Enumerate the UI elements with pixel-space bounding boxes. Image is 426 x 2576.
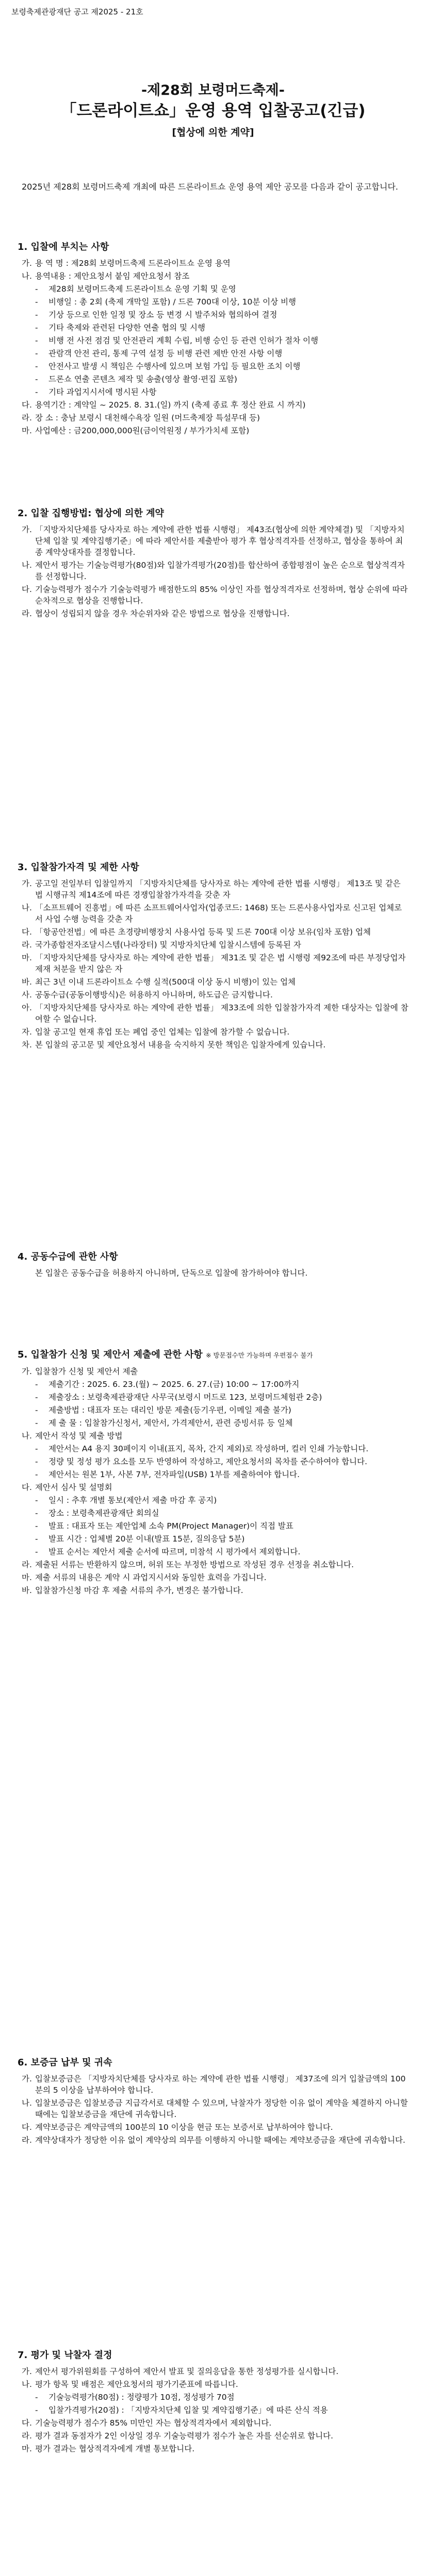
- list-item-text: 비행일 : 총 2회 (축제 개막일 포함) / 드론 700대 이상, 10분 이상 비행: [48, 297, 297, 307]
- list-item-text: 발표 시간 : 업체별 20분 이내(발표 15분, 질의응답 5분): [48, 1534, 245, 1544]
- section-heading: [18, 861, 409, 874]
- list-item: [35, 1546, 409, 1557]
- list-item: [22, 399, 409, 411]
- list-item-text: 발표 순서는 제안서 제출 순서에 따르며, 미참석 시 평가에서 제외합니다.: [48, 1547, 301, 1556]
- list-item-text: 사업예산 : 금200,000,000원(금이억원정 / 부가가치세 포함): [35, 426, 250, 435]
- section-heading-text: 3. 입찰참가자격 및 제한 사항: [18, 862, 139, 873]
- list-item: [22, 976, 409, 988]
- list-item-text: 제출장소 : 보령축제관광재단 사무국(보령시 머드로 123, 보령머드체험관 2층): [48, 1393, 322, 1402]
- list-item: [35, 309, 409, 320]
- section-heading: [18, 241, 409, 253]
- section-heading: [18, 1349, 409, 1362]
- list-item: [22, 2122, 409, 2133]
- list-item-text: 입찰가격평가(20점) : 「지방자치단체 입찰 및 계약집행기준」에 따른 산식 적용: [48, 2405, 328, 2415]
- list-item-text: 기술능력평가 점수가 85% 미만인 자는 협상적격자에서 제외합니다.: [35, 2418, 272, 2428]
- list-item: [35, 296, 409, 308]
- list-marker: 나.: [22, 903, 32, 912]
- list-item-text: 공고일 전일부터 입찰일까지 「지방자치단체를 당사자로 하는 계약에 관한 법률 시행령」 제13조 및 같은 법 시행규칙 제14조에 따른 경쟁입찰참가자격을 갖춘 자: [35, 879, 401, 900]
- list-item-text: 본 입찰은 공동수급을 허용하지 아니하며, 단독으로 입찰에 참가하여야 합니다.: [35, 1268, 308, 1278]
- list-item: [22, 2443, 409, 2454]
- list-item: [22, 2417, 409, 2429]
- list-item: [22, 926, 409, 938]
- list-item-text: 제출기간 : 2025. 6. 23.(월) ~ 2025. 6. 27.(금) 10:00 ~ 17:00까지: [48, 1380, 300, 1389]
- section-4: [18, 1251, 409, 1280]
- section-6: [18, 2057, 409, 2147]
- list-item: [22, 989, 409, 1001]
- list-item-text: 입찰 공고일 현재 휴업 또는 폐업 중인 업체는 입찰에 참가할 수 없습니다.: [35, 1027, 290, 1037]
- list-marker: 가.: [22, 2074, 32, 2083]
- list-marker: 다.: [22, 585, 32, 594]
- list-item-text: 「소프트웨어 진흥법」에 따른 소프트웨어사업자(업종코드: 1468) 또는 드론사용사업자로 신고된 업체로서 사업 수행 능력을 갖춘 자: [35, 903, 402, 924]
- section-note: ※ 방문접수만 가능하며 우편접수 불가: [206, 1351, 313, 1359]
- list-marker: 마.: [22, 426, 32, 435]
- list-item: [35, 335, 409, 346]
- list-item-text: 발표 : 대표자 또는 제안업체 소속 PM(Project Manager)이 직접 발표: [48, 1521, 293, 1531]
- list-item: [22, 1559, 409, 1570]
- list-marker: 나.: [22, 272, 32, 281]
- list-marker: -: [35, 2393, 38, 2402]
- title-line-1: -제28회 보령머드축제-: [141, 82, 285, 98]
- list-item-text: 드론쇼 연출 콘텐츠 제작 및 송출(영상 촬영·편집 포함): [48, 375, 237, 384]
- list-marker: -: [35, 362, 38, 371]
- list-item-text: 국가종합전자조달시스템(나라장터) 및 지방자치단체 입찰시스템에 등록된 자: [35, 940, 301, 950]
- list-item-text: 관람객 안전 관리, 통제 구역 설정 등 비행 관련 제반 안전 사항 이행: [48, 349, 283, 358]
- list-item: [35, 2392, 409, 2403]
- list-item-text: 입찰보증금은 「지방자치단체를 당사자로 하는 계약에 관한 법률 시행령」 제37조에 의거 입찰금액의 100분의 5 이상을 납부하여야 합니다.: [35, 2074, 406, 2095]
- list-item: [22, 270, 409, 282]
- list-item-text: 제안서 작성 및 제출 방법: [35, 1431, 123, 1440]
- list-marker: 라.: [22, 2136, 32, 2145]
- list-marker: -: [35, 336, 38, 345]
- list-marker: 나.: [22, 2380, 32, 2389]
- list-item-text: 평가 결과 동점자가 2인 이상일 경우 기술능력평가 점수가 높은 자를 선순위로 합니다.: [35, 2431, 334, 2441]
- list-marker: 라.: [22, 2431, 32, 2441]
- list-marker: 다.: [22, 2418, 32, 2428]
- list-item: [35, 2404, 409, 2416]
- list-item: [22, 258, 409, 269]
- list-marker: -: [35, 1509, 38, 1518]
- list-item: [22, 608, 409, 619]
- list-item: [35, 1417, 409, 1429]
- section-heading-text: 1. 입찰에 부치는 사항: [18, 242, 109, 252]
- list-marker: 다.: [22, 2123, 32, 2132]
- list-marker: -: [35, 1457, 38, 1466]
- list-item-text: 입찰보증금은 입찰보증금 지급각서로 대체할 수 있으며, 낙찰자가 정당한 이유 없이 계약을 체결하지 아니할 때에는 입찰보증금을 재단에 귀속합니다.: [35, 2098, 408, 2119]
- list-item-text: 비행 전 사전 점검 및 안전관리 계획 수립, 비행 승인 등 관련 인허가 절차 이행: [48, 336, 319, 345]
- list-marker: 라.: [22, 1560, 32, 1569]
- list-item-text: 기타 축제와 관련된 다양한 연출 협의 및 시행: [48, 323, 206, 332]
- section-heading: [18, 507, 409, 520]
- list-item-text: 기술능력평가 점수가 기술능력평가 배점한도의 85% 이상인 자를 협상적격자로 선정하며, 협상 순위에 따라 순차적으로 협상을 진행합니다.: [35, 585, 408, 605]
- list-marker: 라.: [22, 413, 32, 422]
- list-item: [22, 1039, 409, 1050]
- list-item-text: 제안서 심사 및 설명회: [35, 1483, 112, 1492]
- title-line-2: 「드론라이트쇼」운영 용역 입찰공고(긴급): [60, 101, 366, 120]
- list-item: [22, 2097, 409, 2120]
- list-item: [22, 1267, 409, 1279]
- list-item-text: 용 역 명 : 제28회 보령머드축제 드론라이트쇼 운영 용역: [35, 259, 231, 268]
- list-marker: -: [35, 284, 38, 294]
- list-item-text: 협상이 성립되지 않을 경우 차순위자와 같은 방법으로 협상을 진행합니다.: [35, 609, 290, 618]
- list-item: [22, 2073, 409, 2096]
- list-marker: -: [35, 2405, 38, 2415]
- list-item-text: 계약상대자가 정당한 이유 없이 계약상의 의무를 이행하지 아니할 때에는 계약보증금을 재단에 귀속합니다.: [35, 2136, 405, 2145]
- list-marker: 마.: [22, 2444, 32, 2453]
- list-item-text: 기술능력평가(80점) : 정량평가 10점, 정성평가 70점: [48, 2393, 235, 2402]
- list-marker: 나.: [22, 561, 32, 570]
- list-item-text: 기상 등으로 인한 일정 및 장소 등 변경 시 발주처와 협의하여 결정: [48, 310, 277, 319]
- list-item-text: 본 입찰의 공고문 및 제안요청서 내용을 숙지하지 못한 책임은 입찰자에게 있습니다.: [35, 1040, 326, 1049]
- list-item: [22, 425, 409, 436]
- list-marker: 아.: [22, 1003, 32, 1012]
- list-marker: -: [35, 1393, 38, 1402]
- list-item-text: 장소 : 보령축제관광재단 회의실: [48, 1509, 159, 1518]
- list-marker: -: [35, 1547, 38, 1556]
- list-item-text: 제출된 서류는 반환하지 않으며, 허위 또는 부정한 방법으로 작성된 경우 선정을 취소합니다.: [35, 1560, 354, 1569]
- list-item: [35, 1443, 409, 1454]
- list-item: [35, 283, 409, 295]
- list-item: [35, 1507, 409, 1519]
- list-marker: -: [35, 1534, 38, 1544]
- list-item: [22, 2134, 409, 2146]
- list-item-text: 용역내용 : 제안요청서 붙임 제안요청서 참조: [35, 272, 190, 281]
- list-marker: 나.: [22, 1431, 32, 1440]
- section-heading-text: 2. 입찰 집행방법: 협상에 의한 계약: [18, 508, 164, 519]
- list-item: [22, 1366, 409, 1377]
- list-item: [22, 1572, 409, 1583]
- list-item-text: 공동수급(공동이행방식)은 허용하지 아니하며, 하도급은 금지합니다.: [35, 990, 273, 999]
- section-3: [18, 861, 409, 1052]
- list-marker: 차.: [22, 1040, 32, 1049]
- list-item: [35, 1379, 409, 1390]
- section-1: [18, 241, 409, 438]
- list-item: [35, 1469, 409, 1480]
- list-item: [22, 412, 409, 423]
- list-marker: 마.: [22, 953, 32, 962]
- list-item-text: 평가 결과는 협상적격자에게 개별 통보합니다.: [35, 2444, 195, 2453]
- list-item: [22, 939, 409, 951]
- list-marker: -: [35, 1405, 38, 1415]
- list-marker: -: [35, 1380, 38, 1389]
- title-block: [0, 81, 426, 139]
- list-item: [35, 1404, 409, 1416]
- list-marker: 가.: [22, 879, 32, 888]
- list-item: [35, 1392, 409, 1403]
- list-item: [22, 1585, 409, 1596]
- list-marker: -: [35, 310, 38, 319]
- list-item: [35, 1456, 409, 1467]
- section-heading-text: 4. 공동수급에 관한 사항: [18, 1251, 118, 1262]
- list-item-text: 제출 서류의 내용은 계약 시 과업지시서와 동일한 효력을 가집니다.: [35, 1573, 267, 1582]
- list-item: [35, 1533, 409, 1545]
- list-item-text: 정량 및 정성 평가 요소를 모두 반영하여 작성하고, 제안요청서의 목차를 준수하여야 합니다.: [48, 1457, 368, 1466]
- section-5: [18, 1349, 409, 1598]
- list-marker: -: [35, 375, 38, 384]
- section-heading: [18, 2349, 409, 2362]
- list-item-text: 제안서 평가위원회를 구성하여 제안서 발표 및 질의응답을 통한 정성평가를 실시합니다.: [35, 2367, 339, 2376]
- list-item: [22, 2430, 409, 2442]
- list-marker: 나.: [22, 2098, 32, 2108]
- list-item: [22, 1002, 409, 1025]
- list-item-text: 계약보증금은 계약금액의 100분의 10 이상을 현금 또는 보증서로 납부하여야 합니다.: [35, 2123, 333, 2132]
- list-item: [22, 2379, 409, 2390]
- list-marker: -: [35, 1521, 38, 1531]
- list-marker: -: [35, 1418, 38, 1428]
- list-item-text: 「지방자치단체를 당사자로 하는 계약에 관한 법률 시행령」 제43조(협상에 의한 계약체결) 및 「지방자치단체 입찰 및 계약집행기준」에 따라 제안서를 제출받아 평가 후 협상적격자를 선정하고, 협상을 통하여 최종 계약상대자를 결정합니다.: [35, 525, 405, 557]
- list-marker: -: [35, 1444, 38, 1453]
- notice-number: 보령축제관광재단 공고 제2025 - 21호: [11, 7, 143, 16]
- list-item: [35, 374, 409, 385]
- list-item: [22, 878, 409, 901]
- list-item-text: 일시 : 추후 개별 통보(제안서 제출 마감 후 공지): [48, 1496, 217, 1505]
- list-item-text: 장 소 : 충남 보령시 대천해수욕장 일원 (머드축제장 특설무대 등): [35, 413, 260, 422]
- list-marker: 사.: [22, 990, 32, 999]
- list-marker: -: [35, 1470, 38, 1479]
- list-item-text: 제출방법 : 대표자 또는 대리인 방문 제출(등기우편, 이메일 제출 불가): [48, 1405, 291, 1415]
- list-marker: 바.: [22, 1586, 32, 1595]
- list-item: [22, 584, 409, 606]
- list-marker: -: [35, 1496, 38, 1505]
- list-item-text: 입찰참가신청 마감 후 제출 서류의 추가, 변경은 불가합니다.: [35, 1586, 243, 1595]
- list-marker: 라.: [22, 940, 32, 950]
- contract-type-subtitle: [협상에 의한 계약]: [172, 127, 254, 138]
- list-item-text: 제 출 물 : 입찰참가신청서, 제안서, 가격제안서, 관련 증빙서류 등 일체: [48, 1418, 293, 1428]
- list-item-text: 제안서 평가는 기술능력평가(80점)와 입찰가격평가(20점)를 합산하여 종합평점이 높은 순으로 협상적격자를 선정합니다.: [35, 561, 405, 581]
- list-marker: 가.: [22, 259, 32, 268]
- section-7: [18, 2349, 409, 2456]
- list-marker: 다.: [22, 400, 32, 410]
- list-marker: -: [35, 297, 38, 307]
- list-item: [22, 952, 409, 975]
- list-marker: 마.: [22, 1573, 32, 1582]
- list-marker: 바.: [22, 977, 32, 987]
- list-item: [35, 1495, 409, 1506]
- list-item-text: 기타 과업지시서에 명시된 사항: [48, 387, 157, 397]
- intro-paragraph: 2025년 제28회 보령머드축제 개최에 따른 드론라이트쇼 운영 용역 제안 공모를 다음과 같이 공고합니다.: [22, 182, 398, 192]
- list-item-text: 제28회 보령머드축제 드론라이트쇼 운영 기획 및 운영: [48, 284, 236, 294]
- list-item: [22, 1430, 409, 1442]
- list-item-text: 용역기간 : 계약일 ~ 2025. 8. 31.(일) 까지 (축제 종료 후 정산 완료 시 까지): [35, 400, 306, 410]
- list-marker: 라.: [22, 609, 32, 618]
- list-marker: 다.: [22, 927, 32, 937]
- list-item: [22, 2366, 409, 2377]
- list-item-text: 안전사고 발생 시 책임은 수행사에 있으며 보험 가입 등 필요한 조치 이행: [48, 362, 301, 371]
- list-marker: -: [35, 323, 38, 332]
- list-item-text: 제안서는 원본 1부, 사본 7부, 전자파일(USB) 1부를 제출하여야 합니다.: [48, 1470, 300, 1479]
- list-marker: 가.: [22, 1367, 32, 1376]
- list-item: [22, 560, 409, 582]
- section-heading-text: 6. 보증금 납부 및 귀속: [18, 2057, 112, 2068]
- list-item: [35, 1520, 409, 1532]
- list-item: [35, 361, 409, 372]
- list-item: [35, 386, 409, 398]
- list-item-text: 제안서는 A4 용지 30페이지 이내(표지, 목차, 간지 제외)로 작성하며, 컬러 인쇄 가능합니다.: [48, 1444, 369, 1453]
- list-item-text: 최근 3년 이내 드론라이트쇼 수행 실적(500대 이상 동시 비행)이 있는 업체: [35, 977, 296, 987]
- section-2: [18, 507, 409, 621]
- list-item-text: 「지방자치단체를 당사자로 하는 계약에 관한 법률」 제31조 및 같은 법 시행령 제92조에 따른 부정당업자 제재 처분을 받지 않은 자: [35, 953, 406, 974]
- list-item: [22, 524, 409, 558]
- section-heading-text: 5. 입찰참가 신청 및 제안서 제출에 관한 사항: [18, 1349, 203, 1360]
- list-marker: -: [35, 349, 38, 358]
- list-marker: -: [35, 387, 38, 397]
- list-marker: 다.: [22, 1483, 32, 1492]
- section-heading: [18, 1251, 409, 1263]
- list-item-text: 평가 항목 및 배점은 제안요청서의 평가기준표에 따릅니다.: [35, 2380, 238, 2389]
- list-marker: 가.: [22, 525, 32, 534]
- section-heading: [18, 2057, 409, 2069]
- list-item-text: 「항공안전법」에 따른 초경량비행장치 사용사업 등록 및 드론 700대 이상 보유(임차 포함) 업체: [35, 927, 371, 937]
- list-item-text: 입찰참가 신청 및 제안서 제출: [35, 1367, 138, 1376]
- list-marker: 가.: [22, 2367, 32, 2376]
- list-item: [35, 348, 409, 359]
- list-marker: 자.: [22, 1027, 32, 1037]
- list-item: [22, 1026, 409, 1038]
- list-item: [35, 322, 409, 333]
- list-item: [22, 902, 409, 925]
- list-item-text: 「지방자치단체를 당사자로 하는 계약에 관한 법률」 제33조에 의한 입찰참가자격 제한 대상자는 입찰에 참여할 수 없습니다.: [35, 1003, 408, 1024]
- section-heading-text: 7. 평가 및 낙찰자 결정: [18, 2350, 112, 2361]
- list-item: [22, 1482, 409, 1493]
